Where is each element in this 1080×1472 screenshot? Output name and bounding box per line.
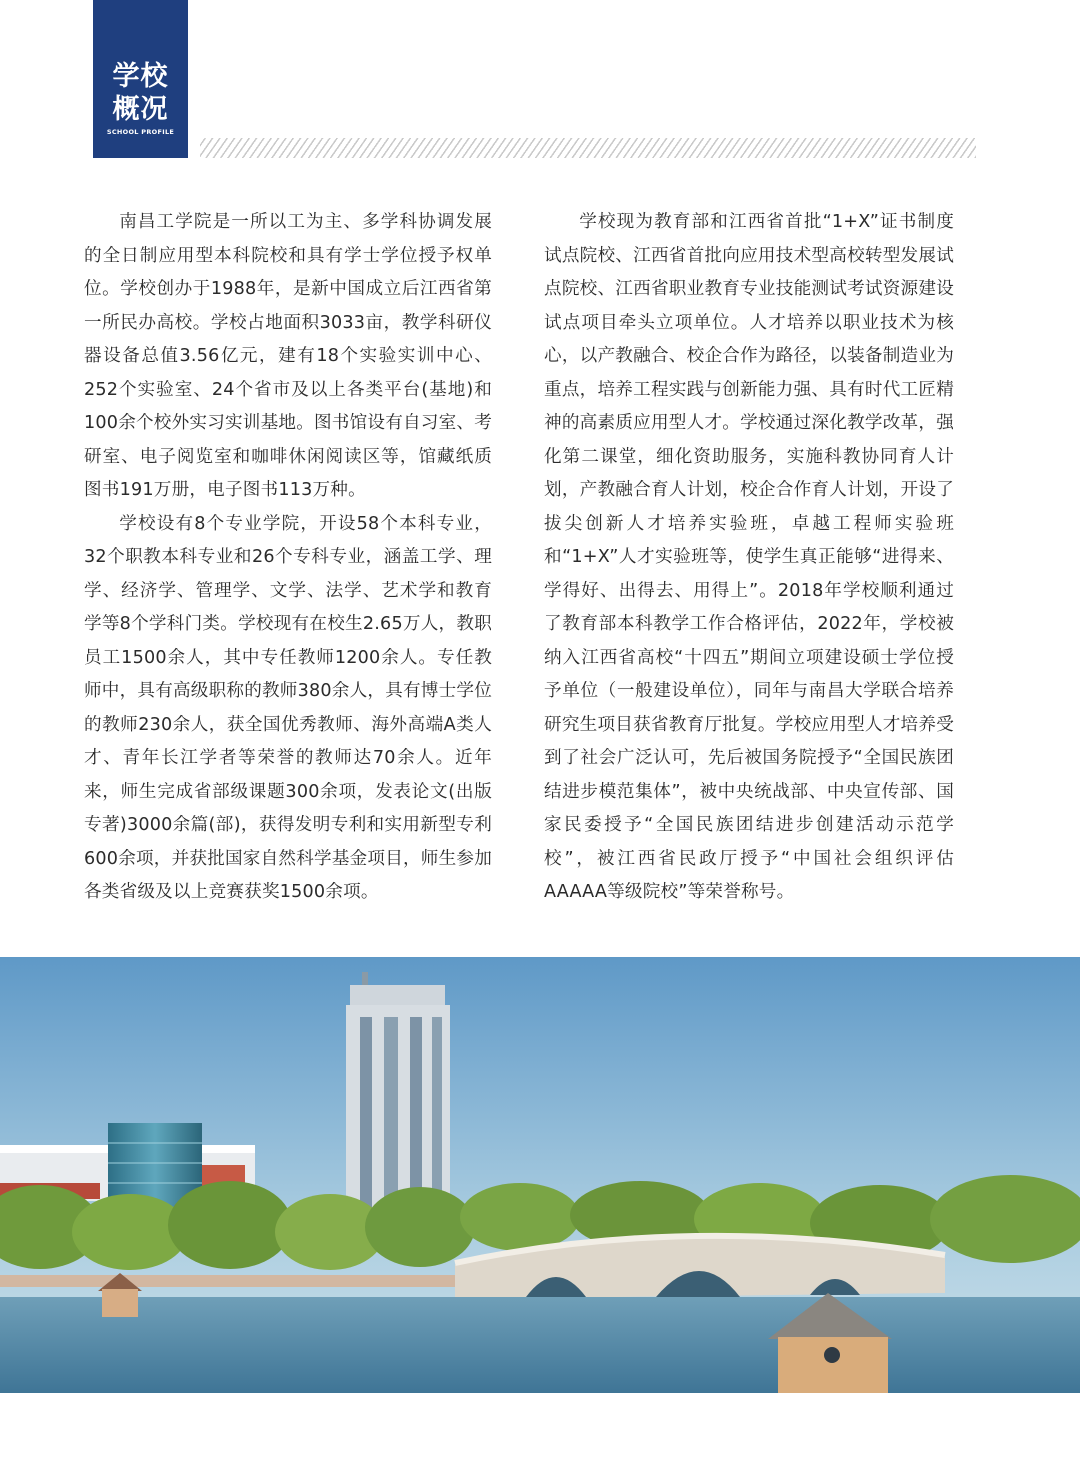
article-column-left: [84, 206, 492, 910]
section-title-line1: 学校: [112, 61, 169, 92]
section-badge: [93, 0, 188, 158]
campus-photo: [0, 957, 1080, 1393]
section-title-line2: 概况: [112, 94, 169, 125]
paragraph: 学校设有8个专业学院，开设58个本科专业，32个职教本科专业和26个专科专业，涵盖工学、理学、经济学、管理学、文学、法学、艺术学和教育学等8个学科门类。学校现有在校生2.65万人，教职员工1500余人，其中专任教师1200余人。专任教师中，具有高级职称的教师380余人，具有博士学位的教师230余人，获全国优秀教师、海外高端A类人才、青年长江学者等荣誉的教师达70余人。近年来，师生完成省部级课题300余项，发表论文(出版专著)3000余篇(部)，获得发明专利和实用新型专利600余项，并获批国家自然科学基金项目，师生参加各类省级及以上竞赛获奖1500余项。: [84, 513, 492, 902]
paragraph: 学校现为教育部和江西省首批“1+X”证书制度试点院校、江西省首批向应用技术型高校转型发展试点院校、江西省职业教育专业技能测试考试资源建设试点项目牵头立项单位。人才培养以职业技术为核心，以产教融合、校企合作为路径，以装备制造业为重点，培养工程实践与创新能力强、具有时代工匠精神的高素质应用型人才。学校通过深化教学改革，强化第二课堂，细化资助服务，实施科教协同育人计划，产教融合育人计划，校企合作育人计划，开设了拔尖创新人才培养实验班，卓越工程师实验班和“1+X”人才实验班等，使学生真正能够“进得来、学得好、出得去、用得上”。2018年学校顺利通过了教育部本科教学工作合格评估，2022年，学校被纳入江西省高校“十四五”期间立项建设硕士学位授予单位（一般建设单位），同年与南昌大学联合培养研究生项目获省教育厅批复。学校应用型人才培养受到了社会广泛认可，先后被国务院授予“全国民族团结进步模范集体”，被中央统战部、中央宣传部、国家民委授予“全国民族团结进步创建活动示范学校”，被江西省民政厅授予“中国社会组织评估AAAAA等级院校”等荣誉称号。: [544, 212, 954, 902]
decorative-hatch-divider: [200, 138, 976, 158]
high-rise-tower: [346, 972, 450, 1219]
campus-illustration: [0, 957, 1080, 1393]
article-column-right: [544, 206, 954, 910]
lake: [0, 1297, 1080, 1393]
embankment-wall: [0, 1275, 470, 1287]
section-subtitle: SCHOOL PROFILE: [106, 128, 175, 136]
paragraph: 南昌工学院是一所以工为主、多学科协调发展的全日制应用型本科院校和具有学士学位授予权单位。学校创办于1988年，是新中国成立后江西省第一所民办高校。学校占地面积3033亩，教学科研仪器设备总值3.56亿元，建有18个实验实训中心、252个实验室、24个省市及以上各类平台(基地)和100余个校外实习实训基地。图书馆设有自习室、考研室、电子阅览室和咖啡休闲阅读区等，馆藏纸质图书191万册，电子图书113万种。: [84, 212, 492, 500]
